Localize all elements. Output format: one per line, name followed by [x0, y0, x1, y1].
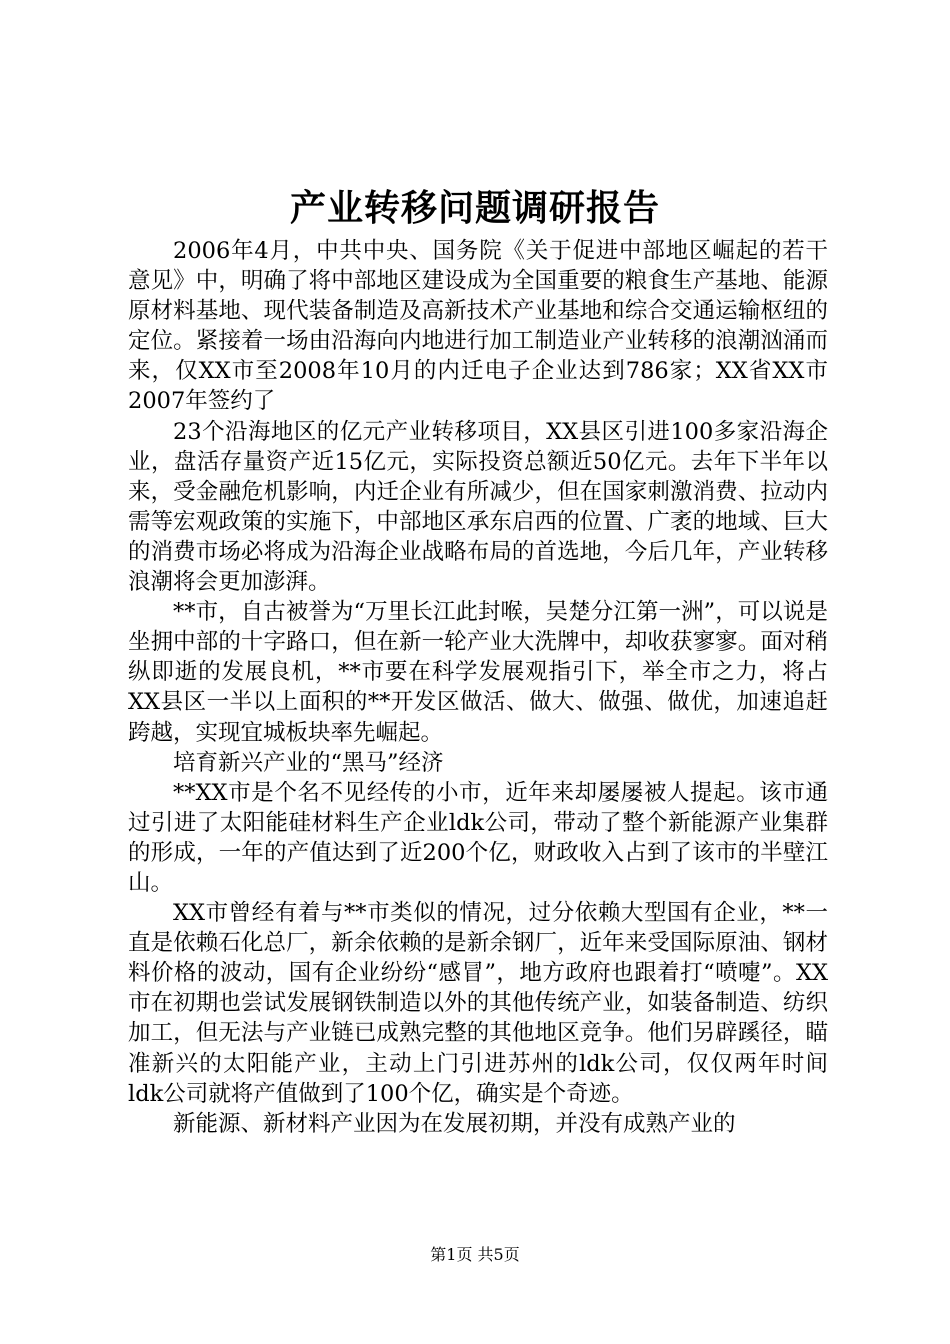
paragraph: 2006年4月，中共中央、国务院《关于促进中部地区崛起的若干意见》中，明确了将中部地区建设成为全国重要的粮食生产基地、能源原材料基地、现代装备制造及高新技术产业基地和综合交通运输枢纽的定位。紧接着一场由沿海向内地进行加工制造业产业转移的浪潮汹涌而来，仅XX市至2008年10月的内迁电子企业达到786家；XX省XX市2007年签约了 [128, 238, 828, 415]
document-title: 产业转移问题调研报告 [289, 187, 660, 229]
paragraph: XX市曾经有着与**市类似的情况，过分依赖大型国有企业，**一直是依赖石化总厂，新余依赖的是新余钢厂，近年来受国际原油、钢材料价格的波动，国有企业纷纷“感冒”，地方政府也跟着打“喷嚏”。XX市在初期也尝试发展钢铁制造以外的其他传统产业，如装备制造、纺织加工，但无法与产业链已成熟完整的其他地区竞争。他们另辟蹊径，瞄准新兴的太阳能产业，主动上门引进苏州的ldk公司，仅仅两年时间ldk公司就将产值做到了100个亿，确实是个奇迹。 [128, 900, 828, 1107]
document-body [128, 236, 828, 1139]
paragraph: 23个沿海地区的亿元产业转移项目，XX县区引进100多家沿海企业，盘活存量资产近15亿元，实际投资总额近50亿元。去年下半年以来，受金融危机影响，内迁企业有所减少，但在国家刺激消费、拉动内需等宏观政策的实施下，中部地区承东启西的位置、广袤的地域、巨大的消费市场必将成为沿海企业战略布局的首选地，今后几年，产业转移浪潮将会更加澎湃。 [128, 418, 828, 596]
paragraph: **市，自古被誉为“万里长江此封喉，吴楚分江第一洲”，可以说是坐拥中部的十字路口，但在新一轮产业大洗牌中，却收获寥寥。面对稍纵即逝的发展良机，**市要在科学发展观指引下，举全市之力，将占XX县区一半以上面积的**开发区做活、做大、做强、做优，加速追赶跨越，实现宜城板块率先崛起。 [128, 599, 828, 746]
paragraph: 新能源、新材料产业因为在发展初期，并没有成熟产业的 [173, 1110, 736, 1137]
section-heading: 培育新兴产业的“黑马”经济 [173, 749, 444, 776]
page-footer: 第1页 共5页 [430, 1245, 520, 1264]
paragraph: **XX市是个名不见经传的小市，近年来却屡屡被人提起。该市通过引进了太阳能硅材料生产企业ldk公司，带动了整个新能源产业集群的形成，一年的产值达到了近200个亿，财政收入占到了该市的半壁江山。 [128, 779, 828, 896]
